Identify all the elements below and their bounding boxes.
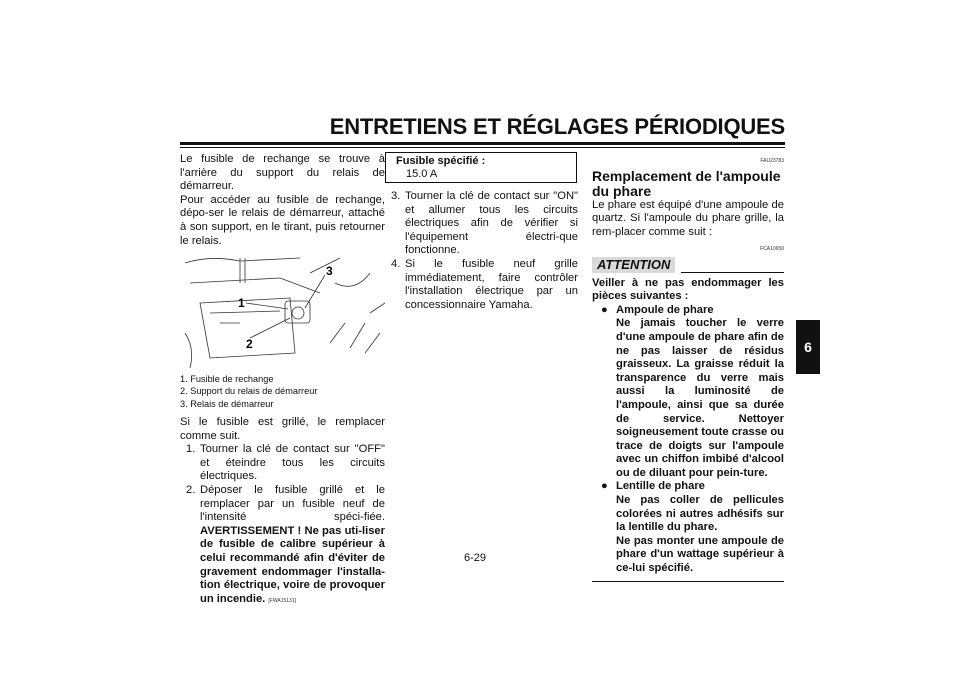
chapter-tab: 6 [796, 320, 820, 374]
intro-text-2: Pour accéder au fusible de rechange, dépo-ser le relais de démarreur, attaché à son support, en le tirant, puis retourner le relais. [180, 193, 385, 247]
attention-end-rule [592, 581, 784, 582]
starter-relay-figure [180, 253, 385, 371]
figure-label-3: 3 [326, 264, 333, 279]
warning-text: AVERTISSEMENT ! Ne pas uti-liser de fusible de calibre supérieur à celui recommandé afin d'éviter de gravement endommager l'installa-tion électrique, voire de provoquer un incendie. [200, 524, 385, 605]
bullet-icon: ● [601, 303, 608, 316]
bullet-item: ● Ampoule de phare Ne jamais toucher le verre d'une ampoule de phare afin de ne pas laisser de résidus graisseux. La graisse réduit la transparence du verre mais aussi la luminosité de l'ampoule, ainsi que sa durée de service. Nettoyer soigneusement toute crasse ou trace de doigts sur l'ampoule avec un chiffon imbibé d'alcool ou de diluant pour pein-ture. [601, 303, 784, 479]
caption: 3. Relais de démarreur [180, 398, 274, 409]
page-number: 6-29 [464, 552, 487, 564]
step-item: 4. Si le fusible neuf grille immédiatement, faire contrôler l'installation électrique par un concessionnaire Yamaha. [391, 257, 578, 311]
right-column [592, 155, 784, 582]
attention-rule [681, 272, 784, 273]
attention-label: ATTENTION [592, 257, 675, 273]
step-item: 3. Tourner la clé de contact sur "ON" et allumer tous les circuits électriques afin de vérifier si l'équipement électri-que fonctionne. [391, 190, 578, 257]
paragraph: Si le fusible est grillé, le remplacer comme suit. [180, 416, 385, 442]
warning-code: [FWA15131] [268, 597, 296, 604]
spec-box [385, 152, 577, 183]
figure-label-1: 1 [238, 296, 245, 311]
title-rule-thin [180, 147, 785, 148]
caption: 1. Fusible de rechange [180, 374, 274, 385]
section-code: FAU23783 [760, 158, 784, 164]
attention-code: FCA10650 [760, 246, 784, 253]
page-title: ENTRETIENS ET RÉGLAGES PÉRIODIQUES [329, 114, 785, 139]
step-item: 2. Déposer le fusible grillé et le remplacer par un fusible neuf de l'intensité spéci-fiée. AVERTISSEMENT ! Ne pas uti-liser de fusible de calibre supérieur à celui recommandé afin d'éviter de gravement endommager l'installa-tion électrique, voire de provoquer un incendie. [FWA15131] [186, 484, 385, 605]
left-column [180, 153, 385, 608]
figure-label-2: 2 [246, 337, 253, 352]
step-item: 1. Tourner la clé de contact sur "OFF" et éteindre tous les circuits électriques. [186, 443, 385, 483]
intro-text: Le phare est équipé d'une ampoule de quartz. Si l'ampoule du phare grille, la rem-placer comme suit : [592, 198, 784, 238]
title-rule [180, 142, 785, 145]
attention-lead: Veiller à ne pas endommager les pièces suivantes : [592, 276, 784, 303]
bullet-item: ● Lentille de phare Ne pas coller de pellicules colorées ni autres adhésifs sur la lentille du phare. Ne pas monter une ampoule de phare d'un wattage supérieur à ce-lui spécifié. [601, 480, 784, 575]
intro-text: Le fusible de rechange se trouve à l'arrière du support du relais de démarreur. [180, 153, 385, 193]
caption: 2. Support du relais de démarreur [180, 386, 318, 397]
spec-label: Fusible spécifié : [396, 155, 486, 167]
spec-value: 15.0 A [406, 168, 438, 180]
bullet-icon: ● [601, 480, 608, 493]
section-heading: Remplacement de l'ampoule du phare [592, 167, 781, 199]
